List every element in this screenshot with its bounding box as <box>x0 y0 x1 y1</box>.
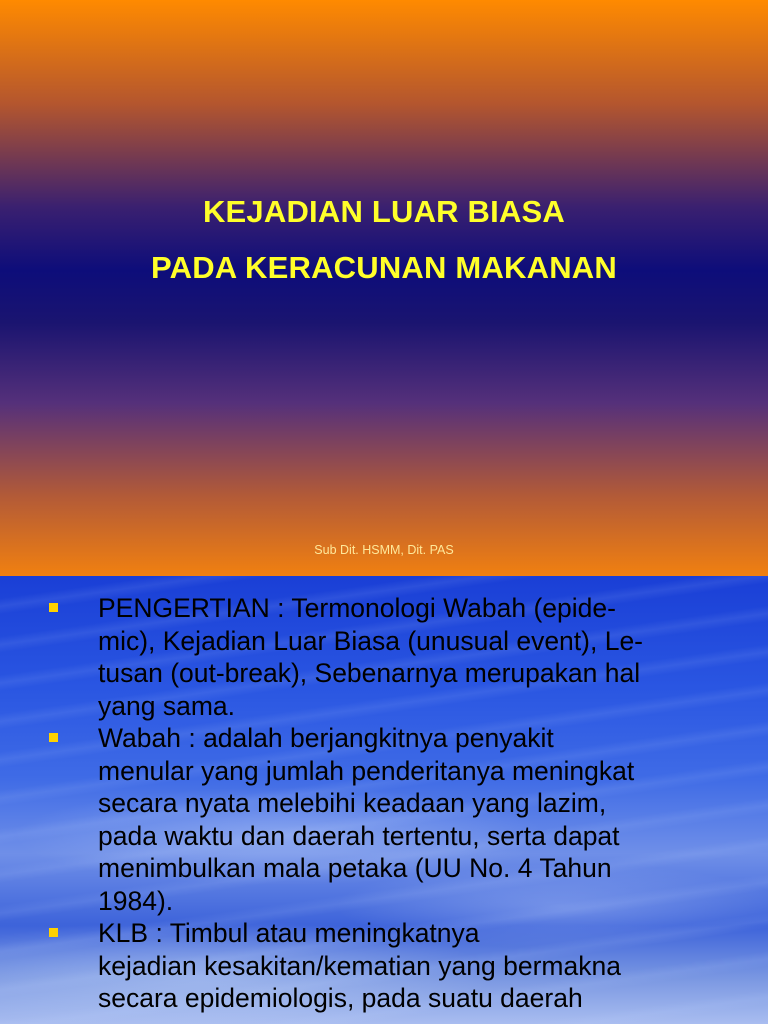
bullet-item-pengertian <box>46 592 736 722</box>
square-bullet-icon <box>49 928 58 937</box>
bullet-text: KLB : Timbul atau meningkatnya kejadian kesakitan/kematian yang bermakna secara epidemiologis, pada suatu daerah <box>98 918 621 1013</box>
bullet-item-klb <box>46 917 736 1015</box>
slide-title-line-2: PADA KERACUNAN MAKANAN <box>151 250 617 285</box>
slide-footer: Sub Dit. HSMM, Dit. PAS <box>314 543 454 557</box>
bullet-text: PENGERTIAN : Termonologi Wabah (epide- mic), Kejadian Luar Biasa (unusual event), Le- tusan (out-break), Sebenarnya merupakan hal yang sama. <box>98 593 644 721</box>
content-slide <box>0 576 768 1024</box>
bullet-text: Wabah : adalah berjangkitnya penyakit menular yang jumlah penderitanya meningkat secara nyata melebihi keadaan yang lazim, pada waktu dan daerah tertentu, serta dapat menimbulkan mala petaka (UU No. 4 Tahun 1984). <box>98 723 635 916</box>
bullet-list <box>46 592 736 1015</box>
square-bullet-icon <box>49 733 58 742</box>
bullet-item-wabah <box>46 722 736 917</box>
square-bullet-icon <box>49 603 58 612</box>
slide-title-line-1: KEJADIAN LUAR BIASA <box>202 194 566 229</box>
